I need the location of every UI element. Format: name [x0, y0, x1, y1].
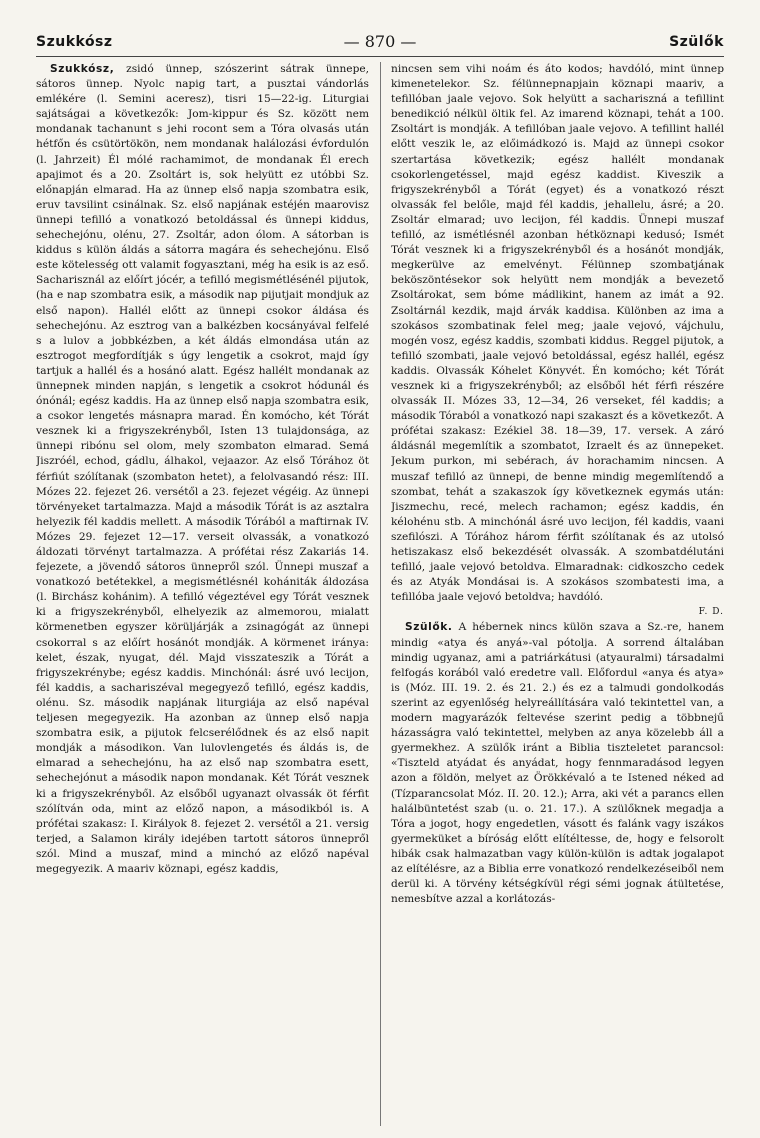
entry-szukkosz: [36, 62, 369, 877]
entry-text-szukkosz: zsidó ünnep, szószerint sátrak ünnepe, sátoros ünnep. Nyolc napig tart, a pusztai vándorlás emlékére (l. Semini aceresz), tisri 15—22-ig. Liturgiai sajátságai a következők: Jom-kippur és Sz. között nem mondanak tachanunt s jehi rocont sem a Tóra olvasás után hétfőn és csütörtökön, nem mondanak halálozási évfordulón (l. Jahrzeit) Él mólé rachamimot, de mondanak Él erech apajimot és a 20. Zsoltárt is, sok helyütt ez utóbbi Sz. előnapján elmarad. Ha az ünnep első napja szombatra esik, eruv tavsilint csinálnak. Sz. első napjának estéjén maarovisz ünnepi tefilló a vonatkozó betoldással és ünnepi kiddus, sehechejónu, olénu, 27. Zsoltár, adon ólom. A sátorban is kiddus s külön áldás a sátorra magára és sehechejónu. Első este kötelesség ott valamit fogyasztani, még ha esik is az eső. Sacharisznál az előírt jócér, a tefilló megismétlésénél pijutok, (ha e nap szombatra esik, a második nap pijutjait mondjuk az első napon). Hallél előtt az ünnepi csokor áldása és sehechejónu. Az esztrog van a balkézben kocsányával felfelé s a lulov a jobbkézben, a két áldás elmondása után az esztrogot megfordítják s úgy lengetik a csokrot, majd így tartjuk a hallél és a hosánó alatt. Egész hallélt mondanak az ünnepnek minden napján, s lengetik a csokrot hódunál és ónónál; egész kaddis. Ha az ünnep első napja szombatra esik, a csokor lengetés másnapra marad. Én komócho, két Tórát vesznek ki a frigyszekrényből, Isten 13 tulajdonsága, az ünnepi ribónu sel olom, mely szombaton elmarad. Semá Jiszróél, echod, gádlu, álhakol, vejaazor. Az első Tórához öt férfiút szólítanak (szombaton hetet), a felolvasandó rész: III. Mózes 22. fejezet 26. versétől a 23. fejezet végéig. Az ünnepi törvényeket tartalmazza. Majd a második Tórát is az asztalra helyezik fél kaddis mellett. A második Tórából a maftirnak IV. Mózes 29. fejezet 12—17. verseit olvassák, a vonatkozó áldozati törvényt tartalmazza. A prófétai rész Zakariás 14. fejezete, a jövendő sátoros ünnepről szól. Ünnepi muszaf a vonatkozó betétekkel, a megismétlésnél kohániták áldozása (l. Birchász kohánim). A tefilló végeztével egy Tórát vesznek ki a frigyszekrényből, elhelyezik az almemorou, mialatt körmenetben egyszer körüljárják a zsinagógát az ünnepi csokorral s az előírt hosánót mondják. A körmenet iránya: kelet, észak, nyugat, dél. Majd visszateszik a Tórát a frigyszekrénybe; egész kaddis. Minchónál: ásré uvó lecijon, fél kaddis, a sachariszéval megegyező tefilló, egész kaddis, olénu. Sz. második napjának liturgiája az első napéval teljesen megegyezik. Ha azonban az ünnep első napja szombatra esik, a pijutok felcserélődnek és az első napit mondják a másodikon. Van lulovlengetés és áldás is, de elmarad a sehechejónu, ha az első nap szombatra esett, sehechejónut a második napon mondanak. Két Tórát vesznek ki a frigyszekrényből. Az elsőből ugyanazt olvassák öt férfit szólítván oda, mint az előző napon, a másodikból is. A prófétai szakasz: I. Királyok 8. fejezet 2. versétől a 21. versig terjed, a Salamon király idejében tartott sátoros ünnepről szól. Mind a muszaf, mind a minchó az előző napéval megegyezik. A maariv köznapi, egész kaddis,: [36, 63, 369, 875]
header-left-keyword: Szukkósz: [36, 34, 113, 50]
right-column: [391, 62, 724, 1128]
entry-szukkosz-continued: nincsen sem vihi noám és áto kodos; havdóló, mint ünnep kimenetelekor. Sz. félünnepnapjain köznapi maariv, a tefillóban jaale vejovo. Sok helyütt a sachariszná a tefillint benedikció nélkül öltik fel. Az imarend köznapi, tehát a 100. Zsoltárt is mondják. A tefillóban jaale vejovo. A tefillint hallél előtt veszik le, az előimádkozó is. Majd az ünnepi csokor szertartása következik; egész hallélt mondanak csokorlengetéssel, majd egész kaddist. Kiveszik a frigyszekrényből a Tórát (egyet) és a vonatkozó részt olvassák fel belőle, majd fél kaddis, jehallelu, ásré; a 20. Zsoltár elmarad; uvo lecijon, fél kaddis. Ünnepi muszaf tefilló, az ismétlésnél azonban hétköznapi kedusó; Ismét Tórát vesznek ki a frigyszekrényből és a hosánót mondják, megkerülve az emelvényt. Félünnep szombatjának beköszöntésekor sok helyütt nem mondják a bevezető Zsoltárokat, sem bóme mádlikint, hanem az imát a 92. Zsoltárnál kezdik, majd árvák kaddisa. Különben az ima a szokásos szombatinak felel meg; jaale vejovó, vájchulu, mogén vosz, egész kaddis, szombati kiddus. Reggel pijutok, a tefilló szombati, jaale vejovó betoldással, egész hallél, egész kaddis. Olvassák Kóhelet Könyvét. Én komócho; két Tórát vesznek ki a frigyszekrényből; az elsőből hét férfi részére olvassák II. Mózes 33, 12—34, 26 verseket, fél kaddis; a második Tóraból a vonatkozó napi szakaszt és a következőt. A prófétai szakasz: Ezékiel 38. 18—39, 17. versek. A záró áldásnál megemlítik a szombatot, Izraelt és az ünnepeket. Jekum purkon, mi sebérach, áv horachamim nincsen. A muszaf tefilló az ünnepi, de benne mindig megemlítendő a szombat, tehát a szakaszok így következnek egymás után: Jiszmechu, recé, melech rachamon; egész kaddis, én kélohénu stb. A minchónál ásré uvo lecijon, fél kaddis, vaani szefilószi. A Tórához három férfit szólítanak és az utolsó hetiszakasz első bekezdését olvassák. A szombatdélutáni tefilló, jaale vejovó betoldva. Elmaradnak: cidkoszcho cedek és az Atyák Mondásai is. A szokásos szombatesti ima, a tefillóba jaale vejovó betoldva; havdóló.: [391, 63, 724, 604]
column-divider: [380, 62, 381, 1126]
entry-title-szukkosz: Szukkósz,: [50, 63, 115, 75]
header-rule: [36, 56, 724, 57]
entry-szulok: [391, 620, 724, 907]
author-signature: F. D.: [698, 607, 724, 618]
header-right-keyword: Szülők: [669, 34, 724, 50]
left-column: [36, 62, 369, 1128]
page-header: [36, 34, 724, 54]
entry-title-szulok: Szülők.: [405, 621, 453, 634]
page-number: — 870 —: [343, 32, 417, 51]
entry-text-szulok: A hébernek nincs külön szava a Sz.-re, hanem mindig «atya és anyá»-val pótolja. A sorrend általában mindig ugyanaz, ami a patriárkátusi (atyauralmi) társadalmi felfogás korából való eredetre vall. Előfordul «anya és atya» is (Móz. III. 19. 2. és 21. 2.) és ez a talmudi gondolkodás szerint az egyenlőség helyreállítására való tekintettel van, a modern magyarázók feltevése szerint pedig a többnejű házasságra való tekintettel, melyben az anya közelebb áll a gyermekhez. A szülők iránt a Biblia tiszteletet parancsol: «Tiszteld atyádat és anyádat, hogy fennmaradásod legyen azon a földön, melyet az Örökkévaló a te Istened néked ad (Tízparancsolat Móz. II. 20. 12.); Arra, aki vét a parancs ellen halálbüntetést szab (u. o. 21. 17.). A szülőknek megadja a Tóra a jogot, hogy engedetlen, vásott és falánk vagy iszákos gyermeküket a bíróság előtt elítéltesse, de, hogy e felsorolt hibák csak halmazatban vagy külön-külön is adtak jogalapot az elítélésre, az a Biblia erre vonatkozó rendelkezéseiből nem derül ki. A törvény kétségkívül régi sémi jognak átültetése, nemesbítve azzal a korlátozás-: [391, 621, 724, 906]
